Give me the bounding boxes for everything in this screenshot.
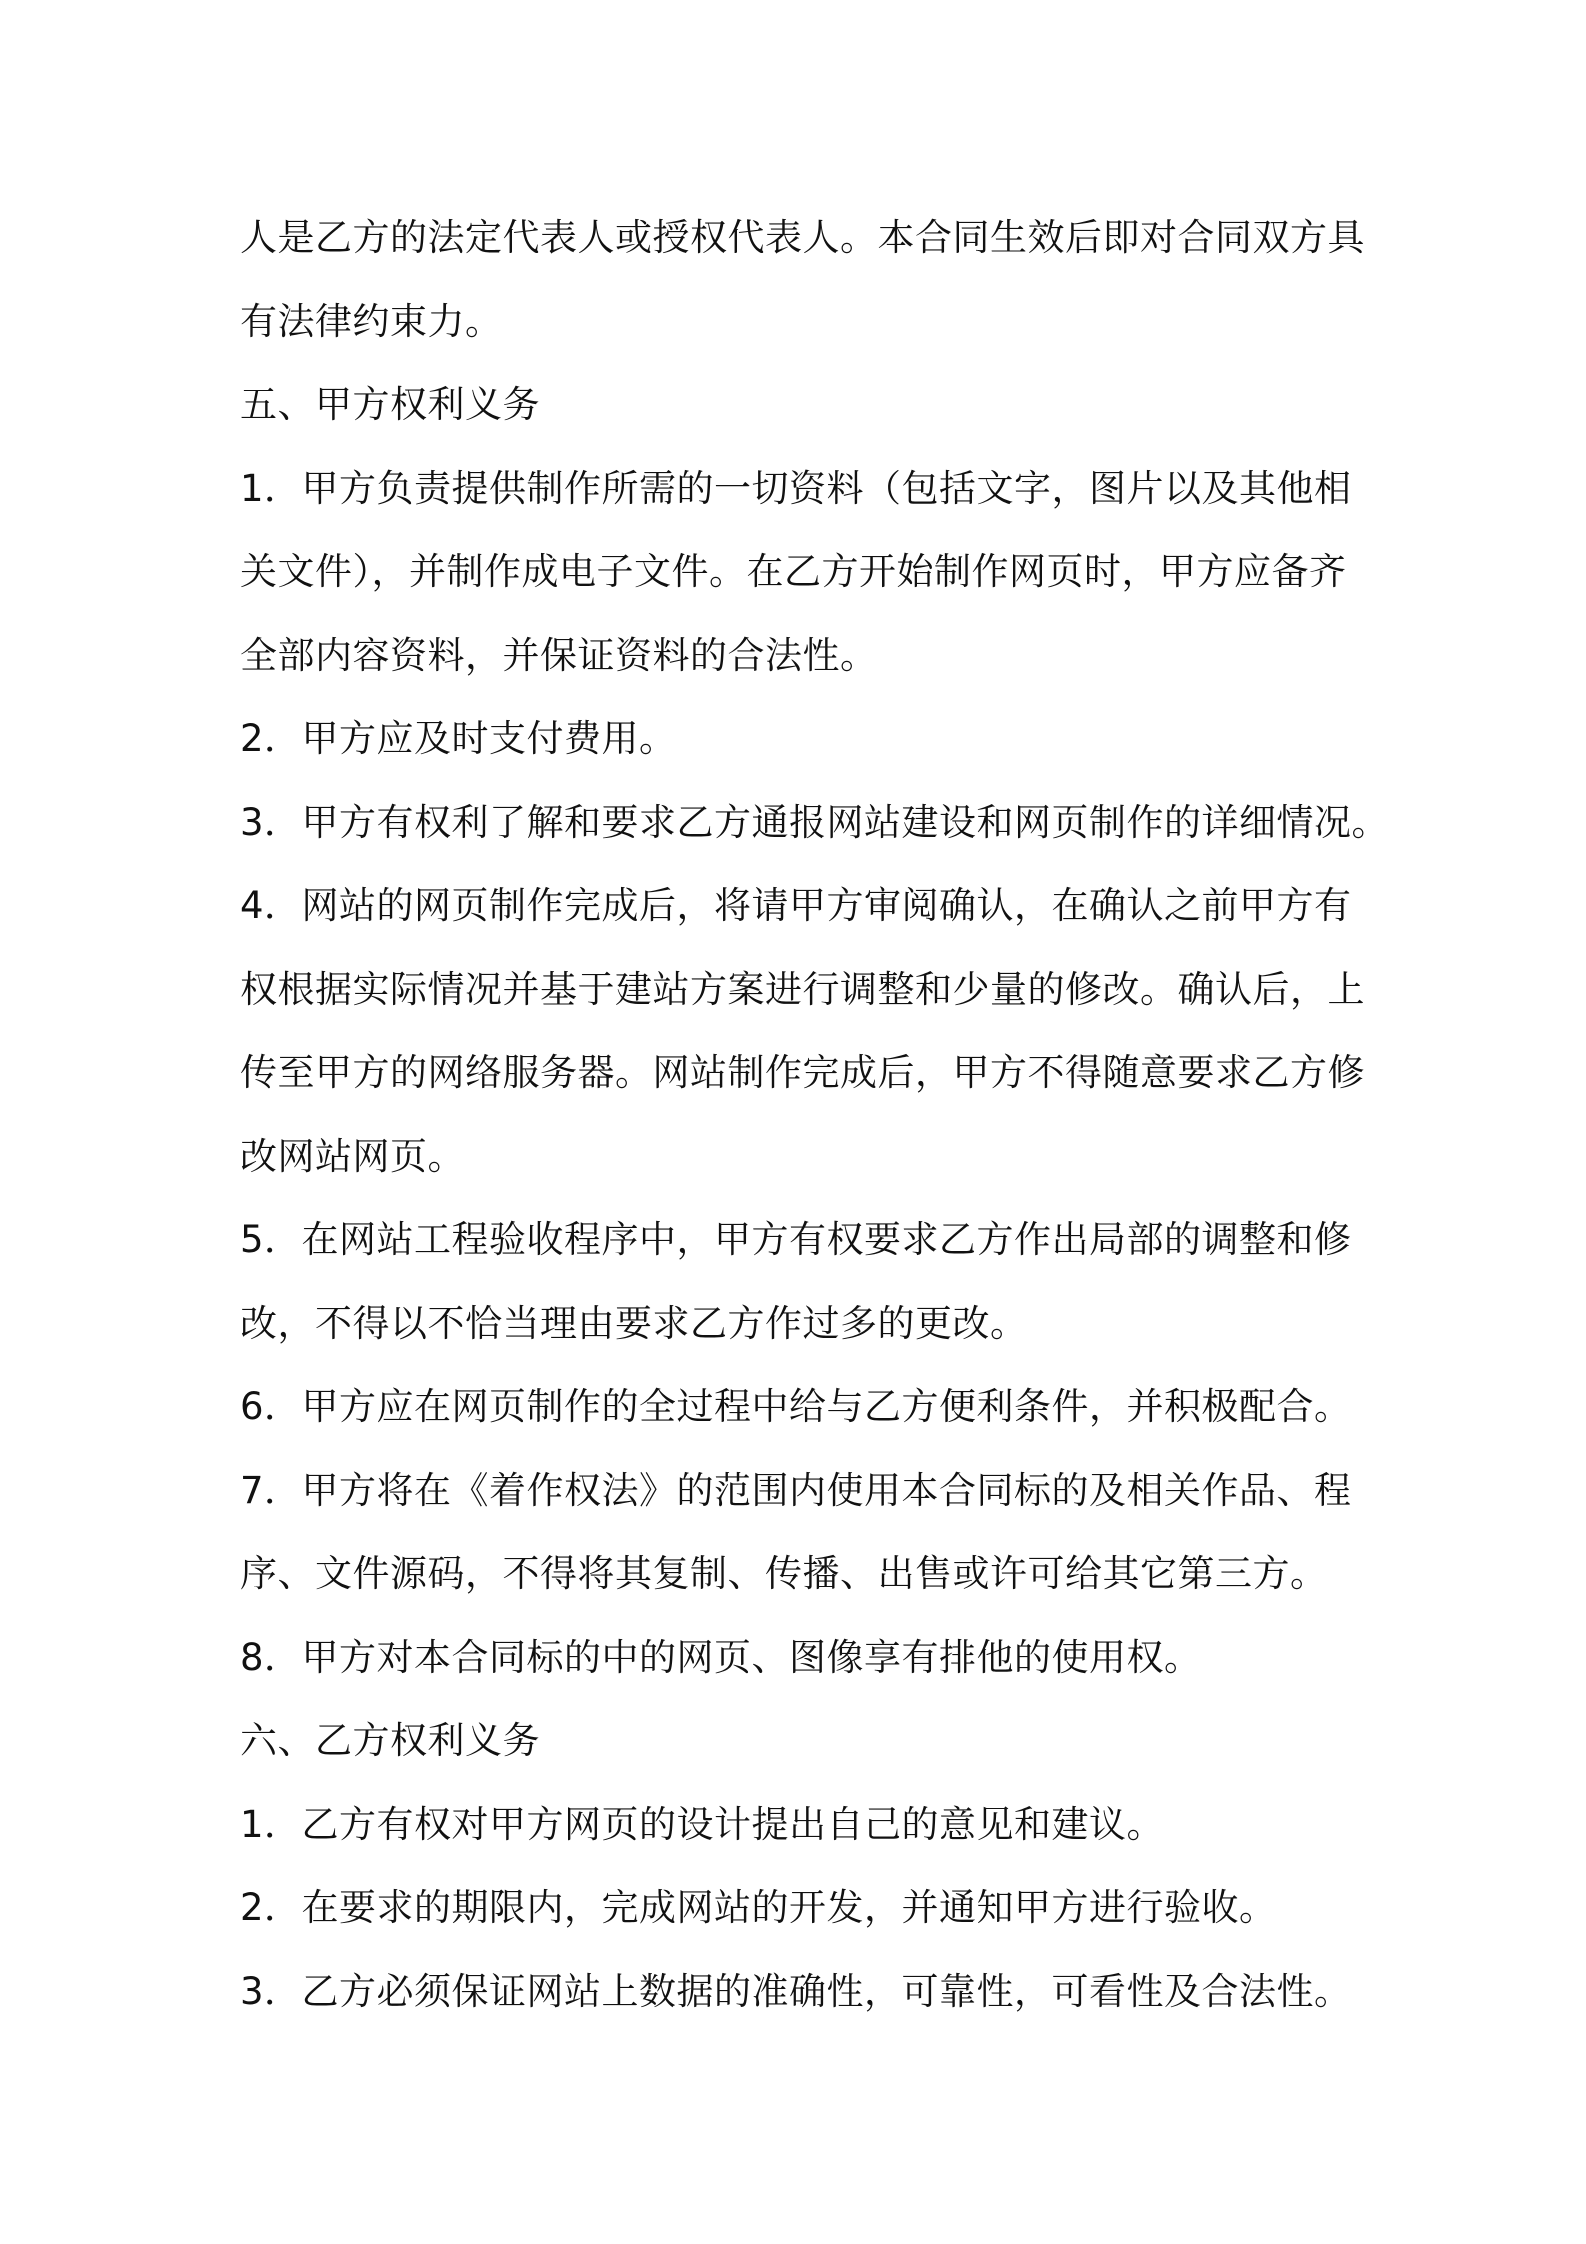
text-line: 改网站网页。	[240, 1134, 465, 1178]
text-line: 3．乙方必须保证网站上数据的准确性，可靠性，可看性及合法性。	[240, 1969, 1352, 2013]
text-line: 3．甲方有权利了解和要求乙方通报网站建设和网页制作的详细情况。	[240, 800, 1390, 844]
text-line: 6．甲方应在网页制作的全过程中给与乙方便利条件，并积极配合。	[240, 1385, 1352, 1428]
text-line: 1．乙方有权对甲方网页的设计提出自己的意见和建议。	[240, 1802, 1165, 1846]
text-line: 2．甲方应及时支付费用。	[240, 717, 677, 760]
document-body	[240, 196, 1390, 2033]
text-line: 1．甲方负责提供制作所需的一切资料（包括文字，图片以及其他相	[240, 466, 1352, 510]
section-heading-6: 六、乙方权利义务	[240, 1719, 540, 1762]
section-heading-5: 五、甲方权利义务	[240, 383, 540, 426]
text-line: 全部内容资料，并保证资料的合法性。	[240, 633, 878, 677]
text-line: 5．在网站工程验收程序中，甲方有权要求乙方作出局部的调整和修	[240, 1218, 1352, 1261]
text-line: 序、文件源码，不得将其复制、传播、出售或许可给其它第三方。	[240, 1552, 1328, 1595]
text-line: 2．在要求的期限内，完成网站的开发，并通知甲方进行验收。	[240, 1886, 1277, 1929]
text-line: 4．网站的网页制作完成后，将请甲方审阅确认，在确认之前甲方有	[240, 884, 1352, 927]
text-line: 关文件），并制作成电子文件。在乙方开始制作网页时，甲方应备齐	[240, 550, 1347, 593]
text-line: 改，不得以不恰当理由要求乙方作过多的更改。	[240, 1301, 1028, 1345]
text-line: 传至甲方的网络服务器。网站制作完成后，甲方不得随意要求乙方修	[240, 1051, 1365, 1094]
text-line: 7．甲方将在《着作权法》的范围内使用本合同标的及相关作品、程	[240, 1468, 1352, 1512]
text-line: 权根据实际情况并基于建站方案进行调整和少量的修改。确认后，上	[240, 967, 1365, 1011]
text-line: 有法律约束力。	[240, 299, 503, 343]
text-line: 人是乙方的法定代表人或授权代表人。本合同生效后即对合同双方具	[240, 216, 1365, 259]
text-line: 8．甲方对本合同标的中的网页、图像享有排他的使用权。	[240, 1635, 1202, 1679]
